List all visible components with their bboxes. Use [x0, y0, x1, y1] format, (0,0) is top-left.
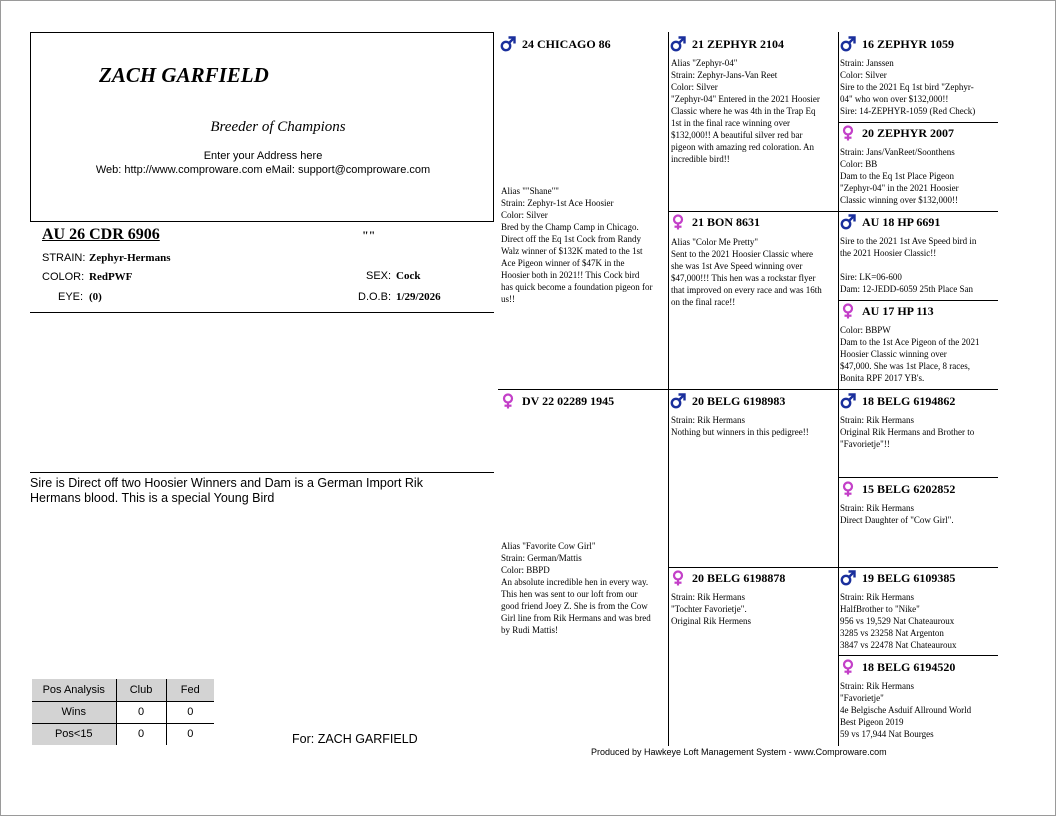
- strain-label: STRAIN:: [42, 252, 86, 264]
- bird-info-line: Sire to the 2021 1st Ave Speed bird in: [840, 236, 977, 246]
- bird-info-line: $132,000!! A beautiful silver red bar: [671, 130, 803, 140]
- bird-info: [840, 235, 998, 295]
- breeder-tagline: Breeder of Champions: [210, 119, 346, 135]
- bird-info-line: 3847 vs 22478 Nat Chateauroux: [840, 640, 957, 650]
- female-icon: [840, 125, 856, 141]
- footer-credit: Produced by Hawkeye Loft Management System - www.Comproware.com: [591, 747, 887, 757]
- for-line: For: ZACH GARFIELD: [292, 732, 418, 746]
- bird-info-line: she was 1st Ave Speed winning over: [671, 261, 803, 271]
- bird-info-line: by Rudi Mattis!: [501, 625, 559, 635]
- breeder-header-box: [30, 32, 494, 222]
- bird-info-line: Color: BBPD: [501, 565, 550, 575]
- bird-info-line: Strain: Jans/VanReet/Soonthens: [840, 147, 955, 157]
- pos-header-club: Club: [116, 679, 166, 701]
- bird-info: [671, 236, 837, 308]
- bird-band: 21 BON 8631: [692, 214, 761, 229]
- bird-info-line: Strain: Rik Hermans: [671, 592, 745, 602]
- bird-band: 21 ZEPHYR 2104: [692, 36, 785, 51]
- pos-cell-club: 0: [116, 701, 166, 723]
- bird-info-line: Alias ""Shane"": [501, 186, 559, 196]
- bird-band: 24 CHICAGO 86: [522, 36, 611, 51]
- bird-info-line: Color: Silver: [501, 210, 548, 220]
- bird-info-line: Color: Silver: [671, 82, 718, 92]
- bird-info-line: "Zephyr-04" Entered in the 2021 Hoosier: [671, 94, 820, 104]
- table-row: [32, 679, 214, 701]
- bird-info-line: 3285 vs 23258 Nat Argenton: [840, 628, 944, 638]
- bird-info-line: "Zephyr-04" in the 2021 Hoosier: [840, 183, 959, 193]
- bird-info-line: on the final race!!: [671, 297, 736, 307]
- bird-info-line: "Favorietje"!!: [840, 439, 890, 449]
- bird-info-line: Alias "Zephyr-04": [671, 58, 738, 68]
- female-icon: [670, 570, 686, 586]
- table-row: [32, 701, 214, 723]
- bird-info-line: Walz winner of $132K mated to the 1st: [501, 246, 643, 256]
- grid-line: [838, 122, 998, 123]
- bird-band: 18 BELG 6194862: [862, 393, 956, 408]
- bird-info-line: Dam: 12-JEDD-6059 25th Place San: [840, 284, 973, 294]
- bird-info: [501, 540, 666, 636]
- pos-analysis-table: [32, 679, 214, 745]
- comments-text: Sire is Direct off two Hoosier Winners and Dam is a German Import Rik Hermans blood. This is a special Young Bird: [30, 476, 423, 505]
- bird-info-line: Best Pigeon 2019: [840, 717, 904, 727]
- bird-band: 18 BELG 6194520: [862, 659, 956, 674]
- bird-info-line: Classic winning over $132,000!!: [840, 195, 958, 205]
- bird-band: DV 22 02289 1945: [522, 393, 615, 408]
- bird-info-line: [840, 259, 998, 271]
- eye-label: EYE:: [58, 291, 84, 303]
- subject-divider: [30, 312, 494, 313]
- bird-info-line: us!!: [501, 294, 515, 304]
- bird-info-line: $47,000!!! This hen was a rockstar flyer: [671, 273, 816, 283]
- bird-info-line: Bonita RPF 2017 YB's.: [840, 373, 925, 383]
- bird-info-line: Nothing but winners in this pedigree!!: [671, 427, 809, 437]
- bird-info: [840, 680, 998, 740]
- grid-line: [668, 211, 998, 212]
- strain-value: Zephyr-Hermans: [89, 252, 171, 264]
- bird-info-line: Direct Daughter of "Cow Girl".: [840, 515, 954, 525]
- bird-info-line: Original Rik Hermans and Brother to: [840, 427, 975, 437]
- breeder-web-email: Web: http://www.comproware.com eMail: support@comproware.com: [95, 164, 431, 176]
- bird-info-line: incredible bird!!: [671, 154, 730, 164]
- bird-info-line: 956 vs 19,529 Nat Chateauroux: [840, 616, 955, 626]
- bird-info: [840, 591, 998, 651]
- bird-info-line: Girl line from Rik Hermans and was bred: [501, 613, 651, 623]
- bird-info-line: Sire: LK=06-600: [840, 272, 902, 282]
- bird-band: 20 BELG 6198983: [692, 393, 786, 408]
- bird-info-line: Ace Pigeon winner of $47K in the: [501, 258, 625, 268]
- bird-info-line: HalfBrother to "Nike": [840, 604, 920, 614]
- bird-info-line: 4e Belgische Asduif Allround World: [840, 705, 972, 715]
- bird-info: [840, 57, 998, 117]
- dob-value: 1/29/2026: [396, 291, 441, 303]
- bird-info-line: Strain: Zephyr-1st Ace Hoosier: [501, 198, 614, 208]
- bird-info: [840, 502, 998, 526]
- male-icon: [840, 214, 856, 230]
- female-icon: [840, 481, 856, 497]
- bird-info-line: has quick become a foundation pigeon for: [501, 282, 653, 292]
- bird-band: 16 ZEPHYR 1059: [862, 36, 955, 51]
- female-icon: [500, 393, 516, 409]
- bird-info-line: Color: Silver: [840, 70, 887, 80]
- bird-info-line: Sent to the 2021 Hoosier Classic where: [671, 249, 813, 259]
- bird-info: [671, 414, 837, 438]
- pos-header-fed: Fed: [166, 679, 214, 701]
- table-row: [32, 723, 214, 745]
- bird-info-line: Sire to the 2021 Eq 1st bird "Zephyr-: [840, 82, 974, 92]
- bird-info-line: 04" who won over $132,000!!: [840, 94, 949, 104]
- color-label: COLOR:: [42, 271, 85, 283]
- pos-cell-club: 0: [116, 723, 166, 745]
- bird-info-line: Strain: Zephyr-Jans-Van Reet: [671, 70, 778, 80]
- subject-band: AU 26 CDR 6906: [42, 226, 160, 243]
- sex-value: Cock: [396, 270, 421, 282]
- breeder-name: ZACH GARFIELD: [99, 63, 269, 87]
- bird-info-line: Dam to the Eq 1st Place Pigeon: [840, 171, 954, 181]
- bird-info-line: Color: BBPW: [840, 325, 891, 335]
- male-icon: [500, 36, 516, 52]
- bird-info-line: Direct off the Eq 1st Cock from Randy: [501, 234, 642, 244]
- bird-info: [840, 414, 998, 450]
- bird-info-line: good friend Joey Z. She is from the Cow: [501, 601, 648, 611]
- bird-info: [840, 146, 998, 206]
- bird-info-line: Alias "Color Me Pretty": [671, 237, 759, 247]
- bird-info-line: Strain: Rik Hermans: [840, 681, 914, 691]
- bird-info: [671, 57, 837, 165]
- bird-info-line: "Tochter Favorietje".: [671, 604, 747, 614]
- bird-info-line: Strain: Rik Hermans: [840, 503, 914, 513]
- bird-info-line: 1st in the final race winning over: [671, 118, 790, 128]
- male-icon: [840, 393, 856, 409]
- male-icon: [840, 570, 856, 586]
- bird-info-line: "Favorietje": [840, 693, 884, 703]
- bird-info-line: Strain: Janssen: [840, 58, 894, 68]
- bird-info-line: Hoosier both in 2021!! This Cock bird: [501, 270, 640, 280]
- breeder-address: Enter your Address here: [203, 150, 323, 162]
- pos-header-analysis: Pos Analysis: [32, 679, 116, 701]
- grid-line: [668, 567, 998, 568]
- bird-band: 20 BELG 6198878: [692, 570, 786, 585]
- bird-info: [501, 185, 666, 305]
- bird-info-line: Dam to the 1st Ace Pigeon of the 2021: [840, 337, 980, 347]
- bird-info-line: Original Rik Hermens: [671, 616, 751, 626]
- bird-info-line: pigeon with amazing red coloration. An: [671, 142, 814, 152]
- bird-info: [840, 324, 998, 384]
- bird-info-line: $47,000. She was 1st Place, 8 races,: [840, 361, 970, 371]
- bird-band: AU 18 HP 6691: [862, 214, 941, 229]
- female-icon: [670, 214, 686, 230]
- bird-info-line: An absolute incredible hen in every way.: [501, 577, 649, 587]
- dob-label: D.O.B:: [358, 291, 392, 303]
- female-icon: [840, 659, 856, 675]
- pos-cell-fed: 0: [187, 728, 194, 741]
- bird-info-line: This hen was sent to our loft from our: [501, 589, 638, 599]
- eye-value: (0): [89, 291, 102, 303]
- male-icon: [840, 36, 856, 52]
- pos-cell-fed: 0: [166, 701, 214, 723]
- comments-divider: [30, 472, 494, 473]
- bird-band: 20 ZEPHYR 2007: [862, 125, 955, 140]
- male-icon: [670, 36, 686, 52]
- bird-band: 15 BELG 6202852: [862, 481, 956, 496]
- bird-info-line: Strain: Rik Hermans: [840, 415, 914, 425]
- pos-row-label: Pos<15: [32, 723, 116, 745]
- pos-row-label: Wins: [32, 701, 116, 723]
- grid-line: [838, 300, 998, 301]
- male-icon: [670, 393, 686, 409]
- bird-info-line: Strain: Rik Hermans: [840, 592, 914, 602]
- bird-info-line: Strain: Rik Hermans: [671, 415, 745, 425]
- bird-info: [671, 591, 837, 627]
- grid-line: [838, 477, 998, 478]
- bird-info-line: Sire: 14-ZEPHYR-1059 (Red Check): [840, 106, 976, 116]
- subject-name: "": [362, 228, 376, 242]
- color-value: RedPWF: [89, 271, 133, 283]
- grid-line: [838, 655, 998, 656]
- bird-band: AU 17 HP 113: [862, 303, 934, 318]
- grid-line: [498, 389, 998, 390]
- sex-label: SEX:: [366, 270, 392, 282]
- bird-info-line: Strain: German/Mattis: [501, 553, 582, 563]
- bird-info-line: that improved on every race and was 16th: [671, 285, 822, 295]
- bird-info-line: Alias "Favorite Cow Girl": [501, 541, 596, 551]
- bird-band: 19 BELG 6109385: [862, 570, 956, 585]
- bird-info-line: Bred by the Champ Camp in Chicago.: [501, 222, 639, 232]
- bird-info-line: Color: BB: [840, 159, 878, 169]
- bird-info-line: Hoosier Classic winning over: [840, 349, 947, 359]
- female-icon: [840, 303, 856, 319]
- bird-info-line: the 2021 Hoosier Classic!!: [840, 248, 937, 258]
- bird-info-line: 59 vs 17,944 Nat Bourges: [840, 729, 934, 739]
- bird-info-line: Classic where he was 4th in the Trap Eq: [671, 106, 816, 116]
